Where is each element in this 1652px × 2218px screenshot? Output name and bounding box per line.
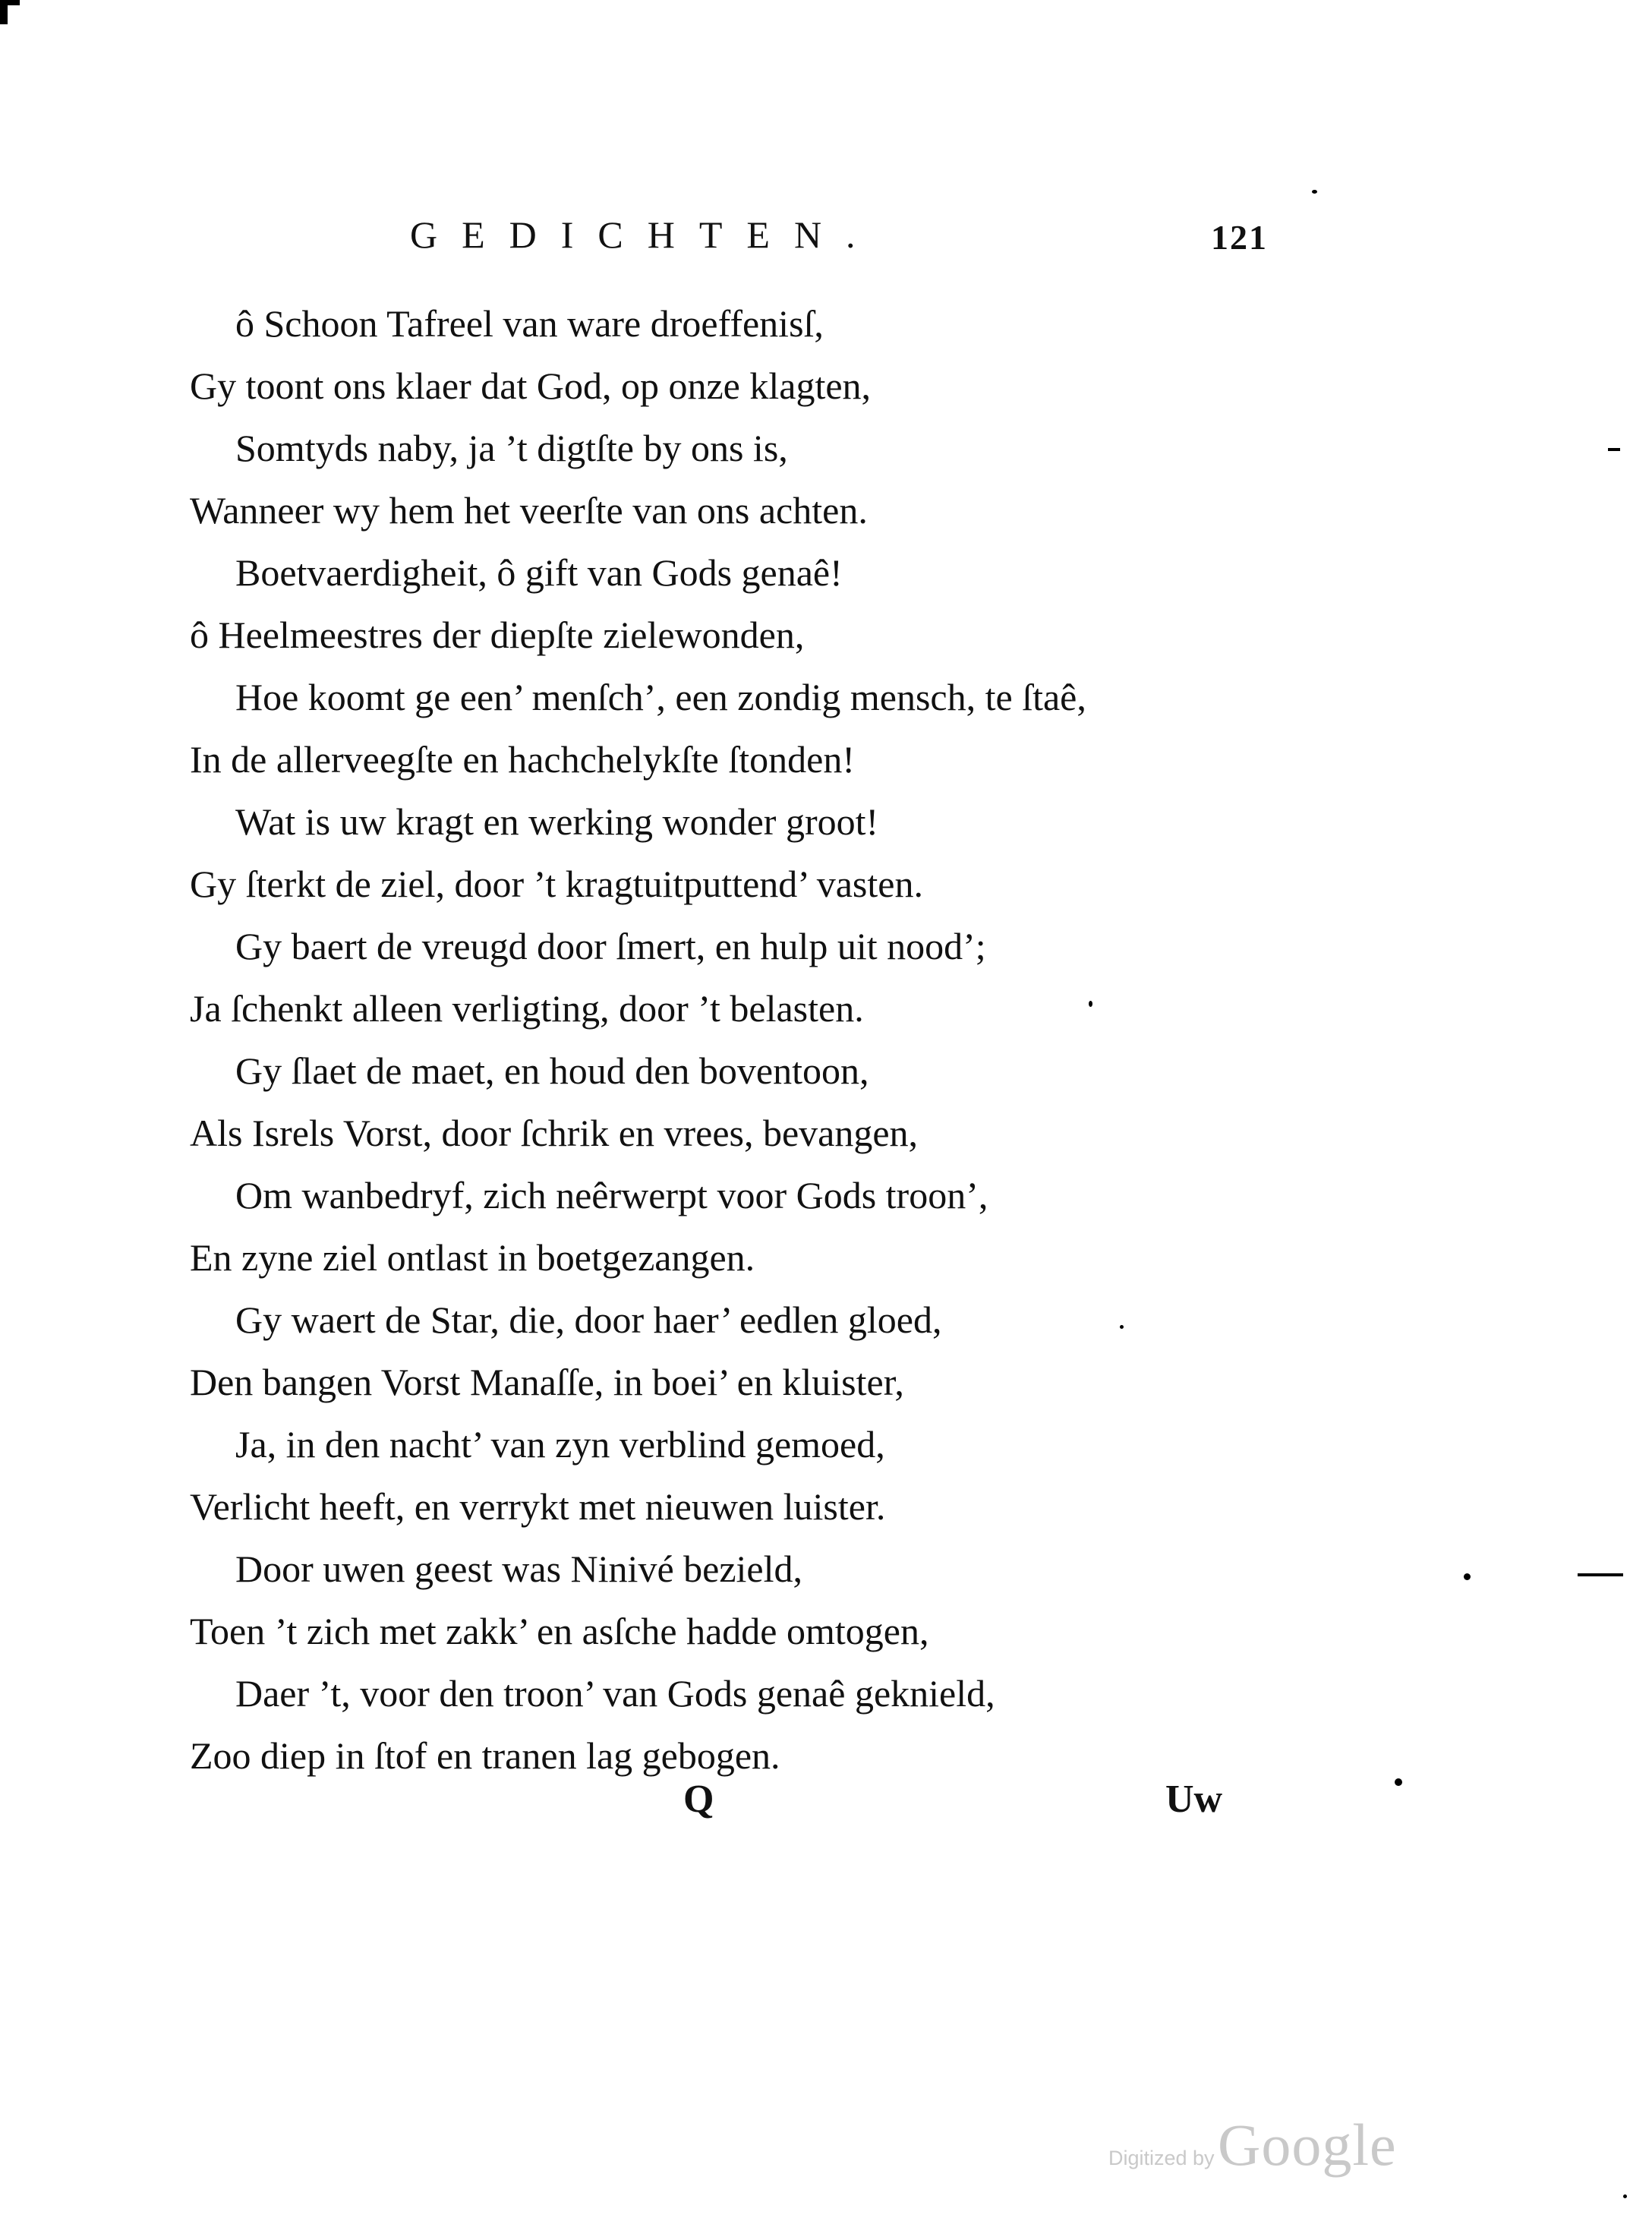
poem-line: Toen ’t zich met zakk’ en asſche hadde omtogen,	[190, 1610, 929, 1652]
signature-mark: Q	[683, 1778, 714, 1821]
poem-line: ô Schoon Tafreel van ware droeffenisſ,	[235, 302, 824, 345]
poem-line: Wanneer wy hem het veerſte van ons achten.	[190, 489, 868, 532]
poem-line: Ja, in den nacht’ van zyn verblind gemoed,	[235, 1423, 885, 1466]
watermark-prefix: Digitized by	[1108, 2147, 1215, 2169]
scan-speck	[1089, 1001, 1092, 1007]
poem-line: En zyne ziel ontlast in boetgezangen.	[190, 1236, 755, 1279]
scan-corner-mark	[0, 0, 8, 24]
poem-line: Gy ſlaet de maet, en houd den boventoon,	[235, 1049, 869, 1092]
running-head: GEDICHTEN.	[410, 213, 880, 256]
google-logo: Google	[1218, 2112, 1397, 2178]
poem-line: Gy baert de vreugd door ſmert, en hulp uit nood’;	[235, 925, 986, 967]
scan-speck	[1623, 2194, 1627, 2198]
poem-stanza	[190, 292, 1329, 1787]
scan-speck	[1120, 1325, 1124, 1329]
poem-line: Boetvaerdigheit, ô gift van Gods genaê!	[235, 551, 843, 594]
scan-speck	[1312, 190, 1317, 194]
poem-line: Gy toont ons klaer dat God, op onze klagten,	[190, 364, 872, 407]
poem-line: Door uwen geest was Ninivé bezield,	[235, 1548, 802, 1590]
poem-line: Ja ſchenkt alleen verligting, door ’t belasten.	[190, 987, 864, 1030]
poem-line: Om wanbedryf, zich neêrwerpt voor Gods troon’,	[235, 1174, 988, 1216]
scan-speck	[1608, 448, 1620, 451]
scan-speck	[1395, 1778, 1402, 1786]
poem-line: In de allerveegſte en hachchelykſte ſtonden!	[190, 738, 855, 781]
page-header	[410, 213, 1268, 281]
poem-line: ô Heelmeestres der diepſte zielewonden,	[190, 614, 805, 656]
poem-line: Verlicht heeft, en verrykt met nieuwen luister.	[190, 1485, 886, 1528]
poem-line: Als Isrels Vorst, door ſchrik en vrees, bevangen,	[190, 1112, 919, 1154]
poem-line: Zoo diep in ſtof en tranen lag gebogen.	[190, 1734, 780, 1777]
scan-speck	[1578, 1573, 1623, 1576]
scan-speck	[1464, 1573, 1471, 1580]
poem-line: Hoe koomt ge een’ menſch’, een zondig mensch, te ſtaê,	[235, 676, 1086, 718]
poem-line: Somtyds naby, ja ’t digtſte by ons is,	[235, 427, 788, 469]
poem-line: Gy ſterkt de ziel, door ’t kragtuitputtend’ vasten.	[190, 863, 923, 905]
catchword: Uw	[1165, 1778, 1223, 1821]
digitized-watermark	[1108, 2111, 1397, 2179]
page-number: 121	[1211, 218, 1268, 257]
poem-line: Daer ’t, voor den troon’ van Gods genaê geknield,	[235, 1672, 995, 1715]
poem-line: Gy waert de Star, die, door haer’ eedlen gloed,	[235, 1298, 942, 1341]
poem-line: Den bangen Vorst Manaſſe, in boei’ en kluister,	[190, 1361, 904, 1403]
poem-line: Wat is uw kragt en werking wonder groot!	[235, 800, 879, 843]
